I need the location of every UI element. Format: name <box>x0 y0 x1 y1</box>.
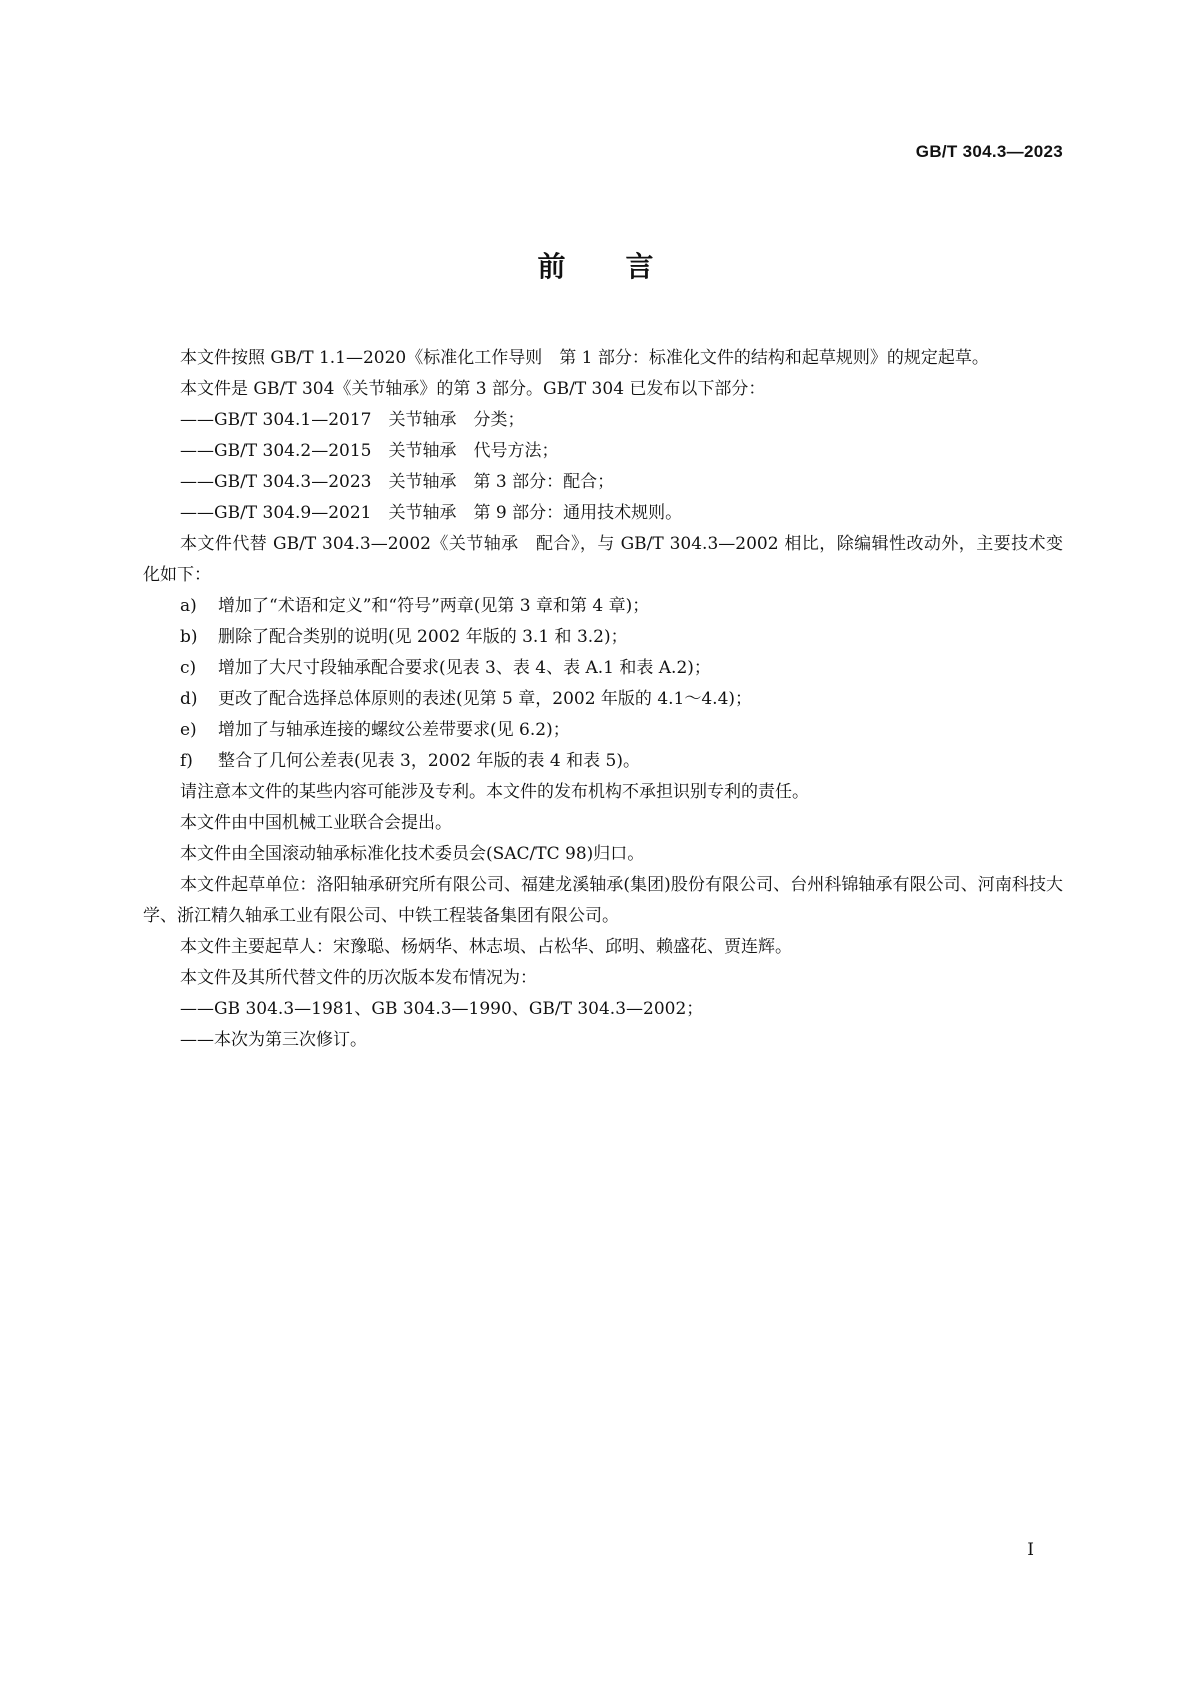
list-text: 增加了大尺寸段轴承配合要求(见表 3、表 4、表 A.1 和表 A.2)； <box>218 658 711 678</box>
change-list-item <box>143 622 1063 653</box>
part-list-item: ——GB/T 304.3—2023 关节轴承 第 3 部分：配合； <box>180 472 615 492</box>
paragraph-committee: 本文件由全国滚动轴承标准化技术委员会(SAC/TC 98)归口。 <box>180 844 645 864</box>
change-list-item <box>143 684 1063 715</box>
paragraph-proposer: 本文件由中国机械工业联合会提出。 <box>180 813 452 833</box>
list-text: 更改了配合选择总体原则的表述(见第 5 章，2002 年版的 4.1～4.4)； <box>218 689 753 709</box>
foreword-body <box>143 343 1063 1056</box>
history-list-item: ——本次为第三次修订。 <box>180 1030 367 1050</box>
list-marker: a) <box>180 596 197 616</box>
change-list-item <box>143 746 1063 777</box>
change-list-item <box>143 715 1063 746</box>
page-title: 前言 <box>537 250 714 283</box>
part-list-item: ——GB/T 304.9—2021 关节轴承 第 9 部分：通用技术规则。 <box>180 503 683 523</box>
paragraph-history-intro: 本文件及其所代替文件的历次版本发布情况为： <box>180 968 537 988</box>
paragraph-replacement: 本文件代替 GB/T 304.3—2002《关节轴承 配合》，与 GB/T 304.3—2002 相比，除编辑性改动外，主要技术变化如下： <box>143 534 1063 585</box>
list-marker: f) <box>180 751 193 771</box>
part-list-item: ——GB/T 304.2—2015 关节轴承 代号方法； <box>180 441 559 461</box>
paragraph-series-intro: 本文件是 GB/T 304《关节轴承》的第 3 部分。GB/T 304 已发布以下部分： <box>180 379 766 399</box>
list-marker: b) <box>180 627 198 647</box>
list-text: 增加了“术语和定义”和“符号”两章(见第 3 章和第 4 章)； <box>218 596 650 616</box>
change-list-item <box>143 591 1063 622</box>
list-marker: c) <box>180 658 197 678</box>
paragraph-drafters: 本文件主要起草人：宋豫聪、杨炳华、林志埙、占松华、邱明、赖盛花、贾连辉。 <box>180 937 792 957</box>
paragraph-drafting-units: 本文件起草单位：洛阳轴承研究所有限公司、福建龙溪轴承(集团)股份有限公司、台州科锦轴承有限公司、河南科技大学、浙江精久轴承工业有限公司、中铁工程装备集团有限公司。 <box>143 875 1063 926</box>
page-number: I <box>1027 1540 1034 1560</box>
list-text: 删除了配合类别的说明(见 2002 年版的 3.1 和 3.2)； <box>218 627 628 647</box>
history-list-item: ——GB 304.3—1981、GB 304.3—1990、GB/T 304.3—2002； <box>180 999 704 1019</box>
list-marker: e) <box>180 720 197 740</box>
list-text: 增加了与轴承连接的螺纹公差带要求(见 6.2)； <box>218 720 570 740</box>
list-text: 整合了几何公差表(见表 3，2002 年版的表 4 和表 5)。 <box>218 751 640 771</box>
paragraph-patent-notice: 请注意本文件的某些内容可能涉及专利。本文件的发布机构不承担识别专利的责任。 <box>180 782 809 802</box>
list-marker: d) <box>180 689 198 709</box>
change-list-item <box>143 653 1063 684</box>
document-code: GB/T 304.3—2023 <box>915 142 1063 161</box>
paragraph-drafting-rules: 本文件按照 GB/T 1.1—2020《标准化工作导则 第 1 部分：标准化文件的结构和起草规则》的规定起草。 <box>180 348 989 368</box>
part-list-item: ——GB/T 304.1—2017 关节轴承 分类； <box>180 410 525 430</box>
